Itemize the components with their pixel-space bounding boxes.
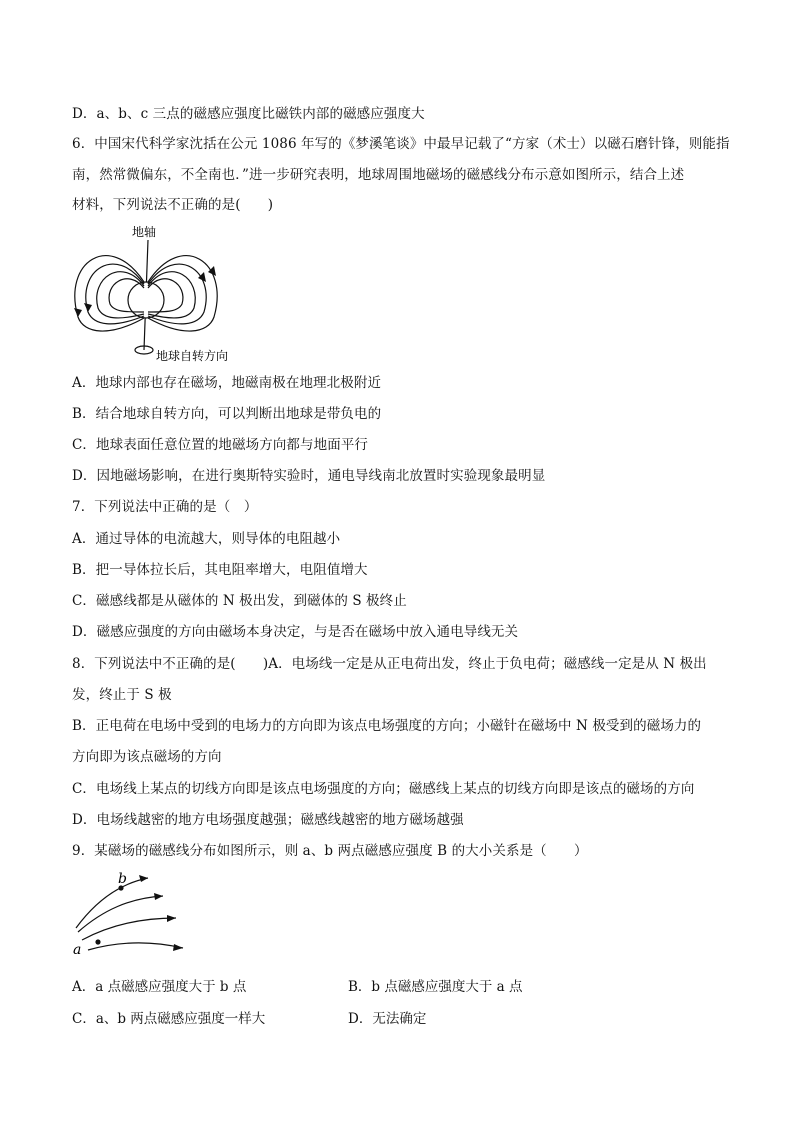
point-a-label: a — [73, 942, 82, 958]
q7-option-c: C．磁感线都是从磁体的 N 极出发，到磁体的 S 极终止 — [72, 593, 407, 609]
q8-option-d: D．电场线越密的地方电场强度越强；磁感线越密的地方磁场越强 — [72, 812, 464, 828]
rotation-direction-label: 地球自转方向 — [156, 349, 229, 363]
q6-stem-line1: 6．中国宋代科学家沈括在公元 1086 年写的《梦溪笔谈》中最早记载了“方家（术士）以磁石磨针锋，则能指 — [72, 136, 730, 152]
q9-option-c: C．a、b 两点磁感应强度一样大 — [72, 1011, 266, 1027]
q7-option-d: D．磁感应强度的方向由磁场本身决定，与是否在磁场中放入通电导线无关 — [72, 624, 519, 640]
q6-option-b: B．结合地球自转方向，可以判断出地球是带负电的 — [72, 406, 382, 422]
q6-option-c: C．地球表面任意位置的地磁场方向都与地面平行 — [72, 437, 369, 453]
q6-option-d: D．因地磁场影响，在进行奥斯特实验时，通电导线南北放置时实验现象最明显 — [72, 468, 546, 484]
point-b-label: b — [118, 871, 127, 887]
q7-stem: 7．下列说法中正确的是（ ） — [72, 499, 258, 515]
q8-option-b-line2: 方向即为该点磁场的方向 — [72, 749, 222, 765]
q9-stem: 9．某磁场的磁感线分布如图所示，则 a、b 两点磁感应强度 B 的大小关系是（ ） — [72, 843, 588, 859]
q9-option-a: A．a 点磁感应强度大于 b 点 — [72, 979, 247, 995]
q8-option-b-line1: B．正电荷在电场中受到的电场力的方向即为该点电场强度的方向；小磁针在磁场中 N 极受到的磁场力的 — [72, 718, 702, 734]
q6-stem-line2: 南，然常微偏东，不全南也．”进一步研究表明，地球周围地磁场的磁感线分布示意如图所示，结合上述 — [72, 167, 685, 183]
q8-stem-line1: 8．下列说法中不正确的是( )A．电场线一定是从正电荷出发，终止于负电荷；磁感线一定是从 N 极出 — [72, 656, 707, 672]
q5-option-d: D．a、b、c 三点的磁感应强度比磁铁内部的磁感应强度大 — [72, 106, 425, 122]
earth-magnetic-field-figure — [70, 222, 240, 367]
earth-axis-label: 地轴 — [132, 225, 157, 239]
q9-option-d: D．无法确定 — [348, 1011, 427, 1027]
q6-stem-line3: 材料，下列说法不正确的是( ) — [72, 197, 274, 213]
q8-stem-line2: 发，终止于 S 极 — [72, 687, 172, 703]
q7-option-a: A．通过导体的电流越大，则导体的电阻越小 — [72, 531, 341, 547]
q9-option-b: B．b 点磁感应强度大于 a 点 — [348, 979, 523, 995]
q8-option-c: C．电场线上某点的切线方向即是该点电场强度的方向；磁感线上某点的切线方向即是该点的磁场的方向 — [72, 781, 695, 797]
field-lines-diagram — [68, 868, 198, 968]
q7-option-b: B．把一导体拉长后，其电阻率增大，电阻值增大 — [72, 562, 368, 578]
q6-option-a: A．地球内部也存在磁场，地磁南极在地理北极附近 — [72, 375, 382, 391]
earth-field-diagram — [70, 222, 240, 367]
field-lines-figure — [68, 868, 198, 968]
